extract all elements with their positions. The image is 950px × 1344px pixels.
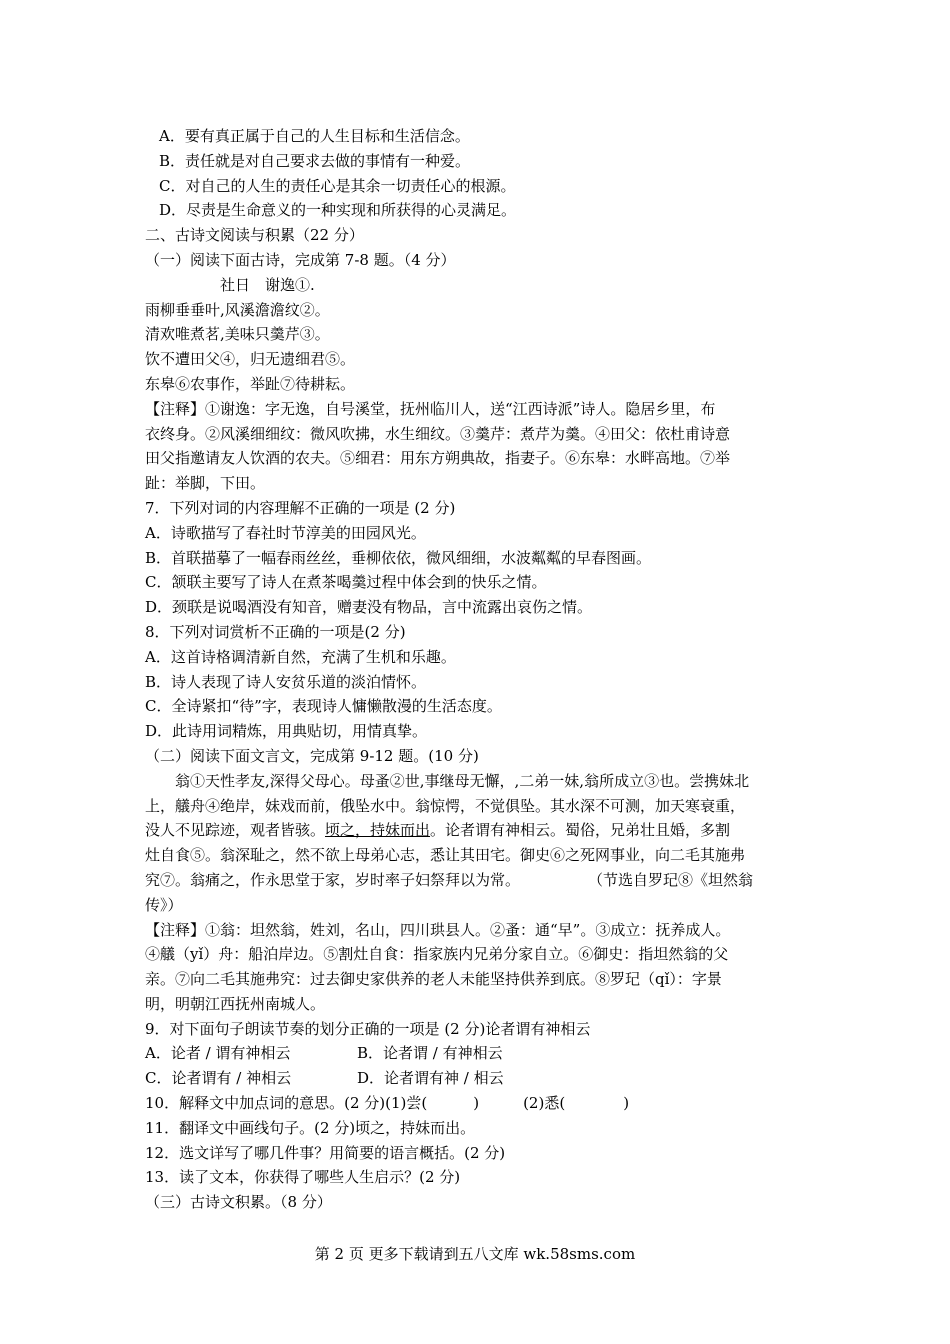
passage-line: 上，艤舟④绝岸，妹戏而前，俄坠水中。翁惊愕，不觉俱坠。其水深不可测，加天寒衰重，: [145, 796, 746, 815]
passage-line: 翁①天性孝友,深得父母心。母蚤②世,事继母无懈，,二弟一妹,翁所成立③也。尝携妹北: [175, 771, 750, 790]
poem-note-line: 趾：举脚，下田。: [145, 474, 266, 493]
q8-option-d: D．此诗用词精炼，用典贴切，用情真挚。: [145, 722, 428, 741]
q9-option-c: C．论者谓有 / 神相云: [145, 1069, 292, 1088]
q6-option-a: A．要有真正属于自己的人生目标和生活信念。: [159, 127, 470, 145]
q7-option-d: D．颈联是说喝酒没有知音，赠妻没有物品，言中流露出哀伤之情。: [145, 598, 593, 617]
passage-note-line: 明，明朝江西抚州南城人。: [145, 994, 326, 1013]
q9-stem: 9．对下面句子朗读节奏的划分正确的一项是 (2 分)论者谓有神相云: [145, 1019, 591, 1038]
q10-paren: ): [473, 1094, 480, 1113]
q13-stem: 13．读了文本，你获得了哪些人生启示？(2 分): [145, 1168, 461, 1187]
q9-option-a: A．论者 / 谓有神相云: [145, 1044, 291, 1063]
q7-option-a: A．诗歌描写了春社时节淳美的田园风光。: [145, 523, 426, 542]
page-footer: 第 2 页 更多下载请到五八文库 wk.58sms.com: [314, 1245, 636, 1263]
passage-text: 没人不见踪迹，观者皆骇。: [145, 821, 326, 840]
poem-line: 雨柳垂垂叶,风溪澹澹纹②。: [145, 300, 330, 319]
part2-title: （二）阅读下面文言文，完成第 9-12 题。(10 分): [145, 746, 479, 765]
poem-note-line: 【注释】①谢逸：字无逸，自号溪堂，抚州临川人，送“江西诗派”诗人。隐居乡里，布: [145, 399, 716, 418]
passage-source: （节选自罗玘⑧《坦然翁: [588, 870, 754, 889]
part1-title: （一）阅读下面古诗，完成第 7-8 题。（4 分）: [145, 250, 456, 269]
section2-title: 二、古诗文阅读与积累（22 分）: [145, 226, 364, 245]
q7-option-b: B．首联描摹了一幅春雨丝丝，垂柳依依，微风细细，水波粼粼的早春图画。: [145, 548, 652, 567]
poem-note-line: 田父指邀请友人饮酒的农夫。⑤细君：用东方朔典故，指妻子。⑥东皋：水畔高地。⑦举: [145, 449, 731, 468]
passage-line: 灶自食⑤。翁深耻之，然不欲上母弟心志，悉让其田宅。御史⑥之死网事业，向二毛其施弗: [145, 846, 746, 865]
passage-note-line: 亲。⑦向二毛其施弗究：过去御史家供养的老人未能坚持供养到底。⑧罗玘（qǐ）：字景: [145, 970, 722, 989]
q8-option-b: B．诗人表现了诗人安贫乐道的淡泊情怀。: [145, 672, 427, 691]
q10-paren: ): [623, 1094, 630, 1113]
q8-option-a: A．这首诗格调清新自然，充满了生机和乐趣。: [145, 647, 456, 666]
passage-line: [145, 868, 825, 893]
q9-option-d: D．论者谓有神 / 相云: [357, 1069, 504, 1088]
poem-line: 清欢唯煮茗,美味只羹芹③。: [145, 325, 330, 344]
q6-option-d: D．尽责是生命意义的一种实现和所获得的心灵满足。: [159, 201, 517, 220]
q9-option-b: B．论者谓 / 有神相云: [357, 1044, 503, 1063]
part3-title: （三）古诗文积累。（8 分）: [145, 1193, 332, 1212]
q11-stem: 11．翻译文中画线句子。(2 分)顷之，持妹而出。: [145, 1118, 476, 1137]
q8-option-c: C．全诗紧扣“待”字，表现诗人慵懒散漫的生活态度。: [145, 697, 502, 716]
poem-title: 社日 谢逸①.: [220, 275, 315, 294]
passage-text: 究⑦。翁痛之，作永思堂于家，岁时率子妇祭拜以为常。: [145, 870, 521, 889]
q9-options-row: [145, 1066, 825, 1091]
passage-line: [145, 818, 825, 843]
poem-line: 东皋⑥农事作，举趾⑦待耕耘。: [145, 374, 356, 393]
q6-option-c: C．对自己的人生的责任心是其余一切责任心的根源。: [159, 176, 516, 195]
poem-note-line: 衣终身。②风溪细细纹：微风吹拂，水生细纹。③羹芹：煮芹为羹。④田父：依杜甫诗意: [145, 424, 731, 443]
passage-note-line: ④艤（yǐ）舟：船泊岸边。⑤割灶自食：指家族内兄弟分家自立。⑥御史：指坦然翁的父: [145, 945, 729, 964]
passage-text: 。论者谓有神相云。蜀俗，兄弟壮且婚，多割: [430, 821, 731, 840]
poem-line: 饮不遭田父④，归无遗细君⑤。: [145, 350, 356, 369]
passage-line: 传》）: [145, 895, 183, 914]
document-page: [145, 124, 825, 1215]
q10-text: 10．解释文中加点词的意思。(2 分)(1)尝(: [145, 1094, 428, 1113]
passage-note-line: 【注释】①翁：坦然翁，姓刘，名山，四川珙县人。②蚤：通“早”。③成立：抚养成人。: [145, 920, 731, 939]
underlined-sentence: 顷之，持妹而出: [325, 821, 431, 840]
q8-stem: 8．下列对词赏析不正确的一项是(2 分): [145, 622, 406, 641]
q7-option-c: C．颔联主要写了诗人在煮茶喝羹过程中体会到的快乐之情。: [145, 573, 547, 592]
q9-options-row: [145, 1041, 825, 1066]
q12-stem: 12．选文详写了哪几件事？用简要的语言概括。(2 分): [145, 1143, 506, 1162]
q6-option-b: B．责任就是对自己要求去做的事情有一种爱。: [159, 151, 471, 170]
q10-part2: (2)悉(: [523, 1094, 566, 1113]
q7-stem: 7．下列对词的内容理解不正确的一项是 (2 分): [145, 498, 456, 517]
q10-stem: [145, 1091, 825, 1116]
